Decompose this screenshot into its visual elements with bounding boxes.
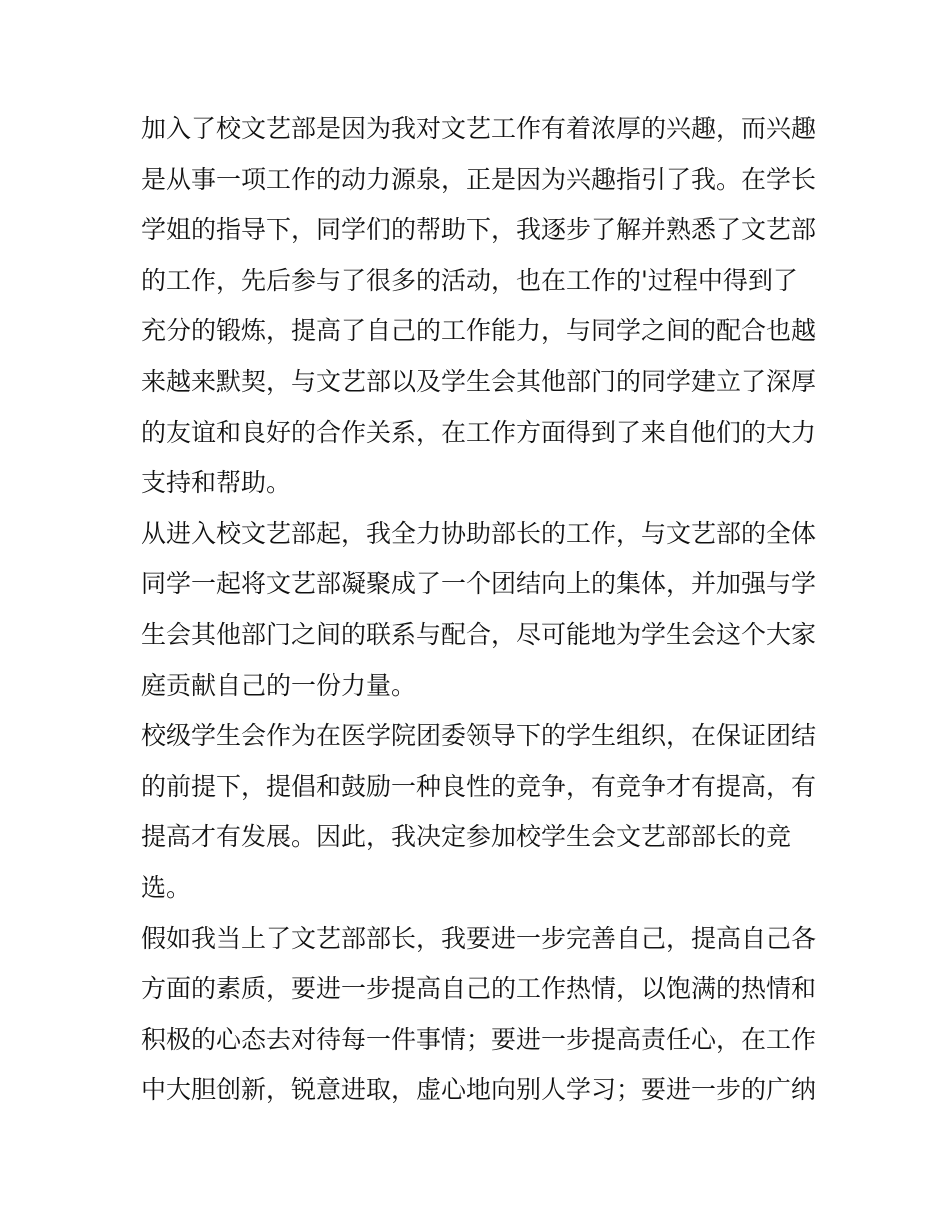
text-line: 的友谊和良好的合作关系，在工作方面得到了来自他们的大力 [141, 417, 817, 447]
text-line: 学姐的指导下，同学们的帮助下，我逐步了解并熟悉了文艺部 [141, 215, 817, 245]
paragraph-2 [141, 509, 821, 711]
text-line: 从进入校文艺部起，我全力协助部长的工作，与文艺部的全体 [141, 518, 817, 548]
paragraph-4 [141, 914, 821, 1116]
text-line: 的工作，先后参与了很多的活动，也在工作的'过程中得到了 [141, 265, 798, 295]
text-line: 积极的心态去对待每一件事情；要进一步提高责任心，在工作 [141, 1024, 817, 1054]
text-line: 校级学生会作为在医学院团委领导下的学生组织，在保证团结 [141, 721, 817, 751]
text-line: 方面的素质，要进一步提高自己的工作热情，以饱满的热情和 [141, 974, 817, 1004]
paragraph-1 [141, 104, 821, 509]
text-line: 选。 [141, 872, 192, 902]
text-line: 充分的锻炼，提高了自己的工作能力，与同学之间的配合也越 [141, 316, 817, 346]
text-line: 生会其他部门之间的联系与配合，尽可能地为学生会这个大家 [141, 619, 817, 649]
text-line: 提高才有发展。因此，我决定参加校学生会文艺部部长的竞 [141, 822, 792, 852]
document-body [141, 104, 821, 1116]
text-line: 来越来默契，与文艺部以及学生会其他部门的同学建立了深厚 [141, 366, 817, 396]
text-line: 中大胆创新，锐意进取，虚心地向别人学习；要进一步的广纳 [141, 1075, 817, 1105]
text-line: 庭贡献自己的一份力量。 [141, 670, 417, 700]
text-line: 加入了校文艺部是因为我对文艺工作有着浓厚的兴趣，而兴趣 [141, 114, 817, 143]
paragraph-3 [141, 711, 821, 913]
text-line: 支持和帮助。 [141, 468, 292, 498]
text-line: 是从事一项工作的动力源泉，正是因为兴趣指引了我。在学长 [141, 164, 817, 194]
text-line: 同学一起将文艺部凝聚成了一个团结向上的集体，并加强与学 [141, 569, 817, 599]
text-line: 假如我当上了文艺部部长，我要进一步完善自己，提高自己各 [141, 923, 817, 953]
text-line: 的前提下，提倡和鼓励一种良性的竞争，有竞争才有提高，有 [141, 771, 817, 801]
